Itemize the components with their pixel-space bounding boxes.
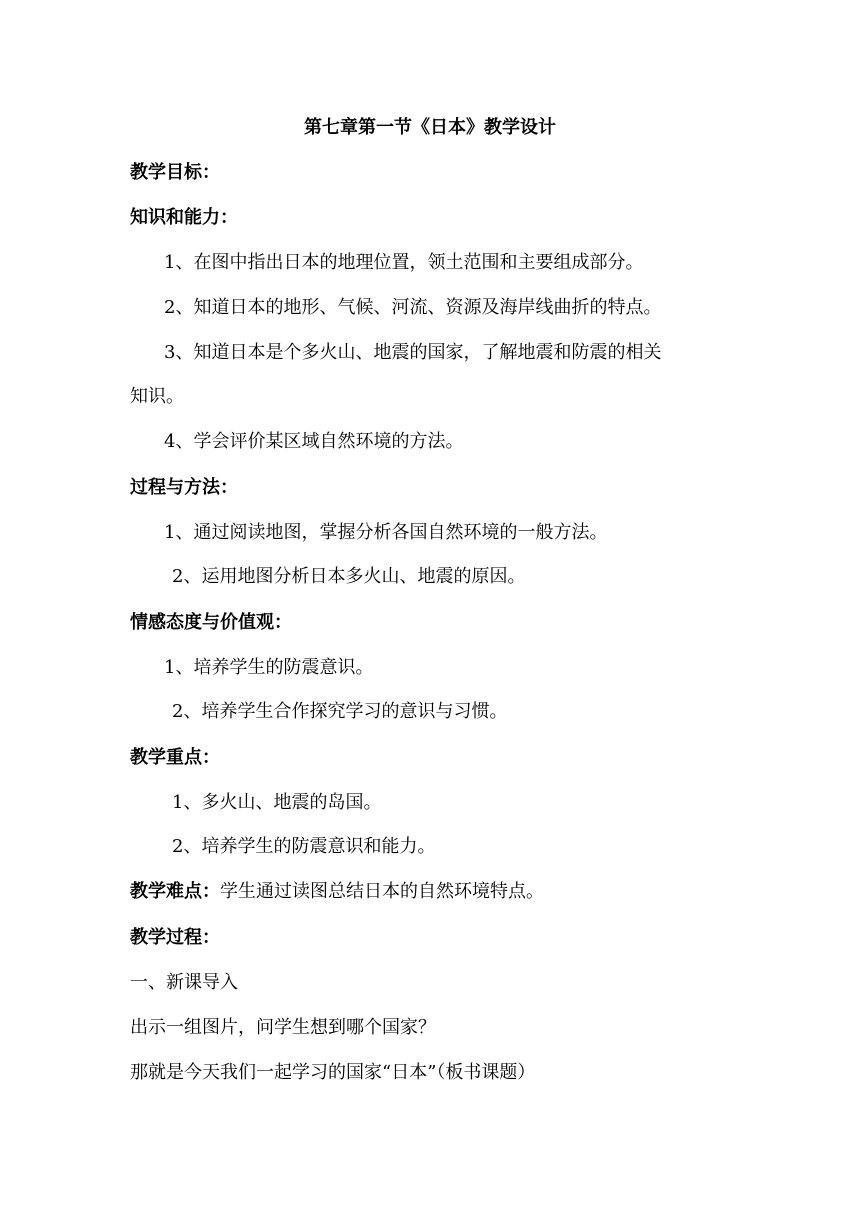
attitude-item-1: 1、培养学生的防震意识。 bbox=[164, 657, 374, 678]
knowledge-item-4: 4、学会评价某区域自然环境的方法。 bbox=[164, 431, 464, 452]
attitude-heading: 情感态度与价值观： bbox=[130, 612, 292, 633]
process-heading: 过程与方法： bbox=[130, 477, 238, 498]
teaching-process-heading: 教学过程： bbox=[130, 927, 220, 948]
section-1-line-1: 出示一组图片，问学生想到哪个国家？ bbox=[130, 1017, 436, 1038]
section-1-heading: 一、新课导入 bbox=[130, 972, 238, 993]
difficulty-text: 学生通过读图总结日本的自然环境特点。 bbox=[220, 881, 544, 902]
difficulty-heading: 教学难点： bbox=[130, 881, 220, 902]
knowledge-item-2: 2、知道日本的地形、气候、河流、资源及海岸线曲折的特点。 bbox=[164, 297, 662, 318]
key-points-item-2: 2、培养学生的防震意识和能力。 bbox=[172, 836, 436, 857]
document-title: 第七章第一节《日本》教学设计 bbox=[304, 117, 556, 138]
section-1-line-2: 那就是今天我们一起学习的国家“日本”（板书课题） bbox=[130, 1062, 536, 1083]
objectives-heading: 教学目标： bbox=[130, 162, 220, 183]
knowledge-item-3: 3、知道日本是个多火山、地震的国家，了解地震和防震的相关 bbox=[164, 342, 662, 363]
knowledge-item-3-continued: 知识。 bbox=[130, 386, 184, 407]
difficulty-row bbox=[130, 880, 544, 904]
key-points-heading: 教学重点： bbox=[130, 747, 220, 768]
key-points-item-1: 1、多火山、地震的岛国。 bbox=[172, 792, 382, 813]
knowledge-heading: 知识和能力： bbox=[130, 207, 238, 228]
knowledge-item-1: 1、在图中指出日本的地理位置，领土范围和主要组成部分。 bbox=[164, 252, 644, 273]
process-item-1: 1、通过阅读地图，掌握分析各国自然环境的一般方法。 bbox=[164, 522, 608, 543]
process-item-2: 2、运用地图分析日本多火山、地震的原因。 bbox=[172, 566, 526, 587]
attitude-item-2: 2、培养学生合作探究学习的意识与习惯。 bbox=[172, 701, 508, 722]
